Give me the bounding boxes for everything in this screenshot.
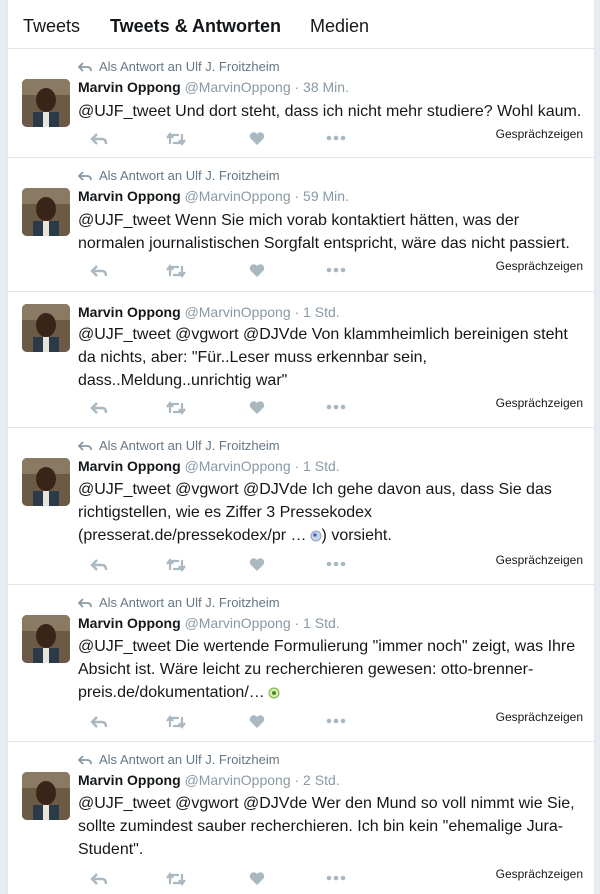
author-handle[interactable]: @MarvinOppong	[184, 188, 291, 204]
tweet-actions	[78, 129, 358, 149]
tweet-time[interactable]: · 1 Std.	[294, 304, 340, 320]
reply-icon[interactable]	[90, 872, 108, 886]
reply-arrow-icon	[78, 441, 92, 451]
more-options-icon[interactable]	[326, 267, 346, 273]
tweet-text	[78, 100, 583, 123]
tab-media[interactable]: Medien	[310, 16, 370, 36]
tweet[interactable]	[8, 742, 594, 894]
tweet-time[interactable]: · 1 Std.	[294, 615, 340, 631]
reply-icon[interactable]	[90, 401, 108, 415]
tweet-mentions[interactable]: @UJF_tweet @vgwort @DJVde	[78, 795, 308, 812]
reply-context-text: Als Antwort an Ulf J. Froitzheim	[99, 59, 280, 74]
tweet-text	[78, 792, 583, 861]
like-icon[interactable]	[249, 714, 265, 729]
like-icon[interactable]	[249, 871, 265, 886]
author-handle[interactable]: @MarvinOppong	[184, 458, 291, 474]
tweet-header	[78, 304, 340, 320]
tweet-body[interactable]: Die wertende Formulierung "immer noch" zeigt, was Ihre Absicht ist. Wäre leicht zu recherchieren gewesen: otto-brenner-preis.de/dokumentation/…	[78, 638, 576, 701]
author-name[interactable]: Marvin Oppong	[78, 304, 181, 320]
reply-icon[interactable]	[90, 715, 108, 729]
tweet-header	[78, 458, 340, 474]
avatar-image	[22, 188, 70, 236]
show-conversation-link[interactable]: Gesprächzeigen	[495, 127, 583, 141]
author-name[interactable]: Marvin Oppong	[78, 188, 181, 204]
profile-timeline	[7, 0, 595, 894]
like-icon[interactable]	[249, 557, 265, 572]
like-icon[interactable]	[249, 131, 265, 146]
retweet-icon[interactable]	[166, 871, 186, 887]
reply-context	[78, 438, 280, 453]
reply-arrow-icon	[78, 755, 92, 765]
reply-context	[78, 168, 280, 183]
avatar-image	[22, 79, 70, 127]
tweet-time[interactable]: · 2 Std.	[294, 772, 340, 788]
tweet-time[interactable]: · 38 Min.	[294, 79, 349, 95]
tweet-text	[78, 323, 583, 392]
tweet-actions	[78, 261, 358, 281]
avatar[interactable]	[22, 458, 70, 506]
tweet-actions	[78, 712, 358, 732]
more-options-icon[interactable]	[326, 561, 346, 567]
reply-arrow-icon	[78, 598, 92, 608]
reply-context-text: Als Antwort an Ulf J. Froitzheim	[99, 438, 280, 453]
reply-context	[78, 595, 280, 610]
tweet-mentions[interactable]: @UJF_tweet	[78, 103, 171, 120]
show-conversation-link[interactable]: Gesprächzeigen	[495, 867, 583, 881]
tweet-time[interactable]: · 59 Min.	[294, 188, 349, 204]
reply-context-text: Als Antwort an Ulf J. Froitzheim	[99, 752, 280, 767]
more-options-icon[interactable]	[326, 875, 346, 881]
tweet-body[interactable]: Ich gehe davon aus, dass Sie das richtigstellen, wie es Ziffer 3 Pressekodex (presserat.de/pressekodex/pr …	[78, 481, 552, 544]
author-handle[interactable]: @MarvinOppong	[184, 772, 291, 788]
profile-tabs	[8, 0, 594, 49]
tweet-text	[78, 478, 583, 547]
avatar-image	[22, 458, 70, 506]
retweet-icon[interactable]	[166, 263, 186, 279]
tweet[interactable]	[8, 49, 594, 158]
author-name[interactable]: Marvin Oppong	[78, 79, 181, 95]
tweet-header	[78, 772, 340, 788]
avatar-image	[22, 304, 70, 352]
more-options-icon[interactable]	[326, 718, 346, 724]
avatar[interactable]	[22, 79, 70, 127]
reply-context-text: Als Antwort an Ulf J. Froitzheim	[99, 595, 280, 610]
author-name[interactable]: Marvin Oppong	[78, 615, 181, 631]
author-handle[interactable]: @MarvinOppong	[184, 304, 291, 320]
reply-arrow-icon	[78, 62, 92, 72]
tweet[interactable]	[8, 428, 594, 585]
show-conversation-link[interactable]: Gesprächzeigen	[495, 710, 583, 724]
tweet-mentions[interactable]: @UJF_tweet	[78, 638, 171, 655]
tweet-body: Von klammheimlich bereinigen steht da nichts, aber: "Für..Leser muss erkennbar sein, dass..Meldung..unrichtig war"	[78, 326, 568, 389]
tweet-header	[78, 79, 349, 95]
retweet-icon[interactable]	[166, 400, 186, 416]
tweet-body: Wenn Sie mich vorab kontaktiert hätten, was der normalen journalistischen Sorgfalt entspricht, wäre das nicht passiert.	[78, 212, 570, 252]
tweet-text	[78, 209, 583, 255]
link-preview-icon[interactable]	[268, 687, 280, 699]
reply-context	[78, 752, 280, 767]
author-handle[interactable]: @MarvinOppong	[184, 79, 291, 95]
tweet-body: Und dort steht, dass ich nicht mehr studiere? Wohl kaum.	[175, 103, 582, 120]
reply-icon[interactable]	[90, 558, 108, 572]
reply-context	[78, 59, 280, 74]
reply-icon[interactable]	[90, 264, 108, 278]
retweet-icon[interactable]	[166, 131, 186, 147]
reply-icon[interactable]	[90, 132, 108, 146]
show-conversation-link[interactable]: Gesprächzeigen	[495, 396, 583, 410]
tweet-mentions[interactable]: @UJF_tweet	[78, 212, 171, 229]
tweet-actions	[78, 869, 358, 889]
tweet-header	[78, 615, 340, 631]
link-preview-icon[interactable]	[310, 530, 322, 542]
tweet-actions	[78, 555, 358, 575]
author-name[interactable]: Marvin Oppong	[78, 458, 181, 474]
reply-context-text: Als Antwort an Ulf J. Froitzheim	[99, 168, 280, 183]
tweet[interactable]	[8, 158, 594, 292]
tweet-mentions[interactable]: @UJF_tweet @vgwort @DJVde	[78, 481, 308, 498]
tab-tweets-and-replies[interactable]: Tweets & Antworten	[110, 16, 282, 36]
more-options-icon[interactable]	[326, 404, 346, 410]
tab-tweets[interactable]: Tweets	[23, 16, 81, 36]
retweet-icon[interactable]	[166, 714, 186, 730]
show-conversation-link[interactable]: Gesprächzeigen	[495, 259, 583, 273]
tweet-body: Wer den Mund so voll nimmt wie Sie, sollte zumindest sauber recherchieren. Ich bin kein "ehemalige Jura-Student".	[78, 795, 575, 858]
author-name[interactable]: Marvin Oppong	[78, 772, 181, 788]
avatar-image	[22, 615, 70, 663]
reply-arrow-icon	[78, 171, 92, 181]
tweet-time[interactable]: · 1 Std.	[294, 458, 340, 474]
tweet-actions	[78, 398, 358, 418]
show-conversation-link[interactable]: Gesprächzeigen	[495, 553, 583, 567]
avatar[interactable]	[22, 615, 70, 663]
tweet-mentions[interactable]: @UJF_tweet @vgwort @DJVde	[78, 326, 308, 343]
tweet-body-end: ) vorsieht.	[321, 527, 392, 544]
avatar[interactable]	[22, 304, 70, 352]
like-icon[interactable]	[249, 263, 265, 278]
like-icon[interactable]	[249, 400, 265, 415]
tweet-header	[78, 188, 349, 204]
tweet-text	[78, 635, 583, 704]
avatar[interactable]	[22, 772, 70, 820]
avatar[interactable]	[22, 188, 70, 236]
retweet-icon[interactable]	[166, 557, 186, 573]
tweet[interactable]	[8, 292, 594, 428]
more-options-icon[interactable]	[326, 135, 346, 141]
tweet[interactable]	[8, 585, 594, 742]
author-handle[interactable]: @MarvinOppong	[184, 615, 291, 631]
avatar-image	[22, 772, 70, 820]
